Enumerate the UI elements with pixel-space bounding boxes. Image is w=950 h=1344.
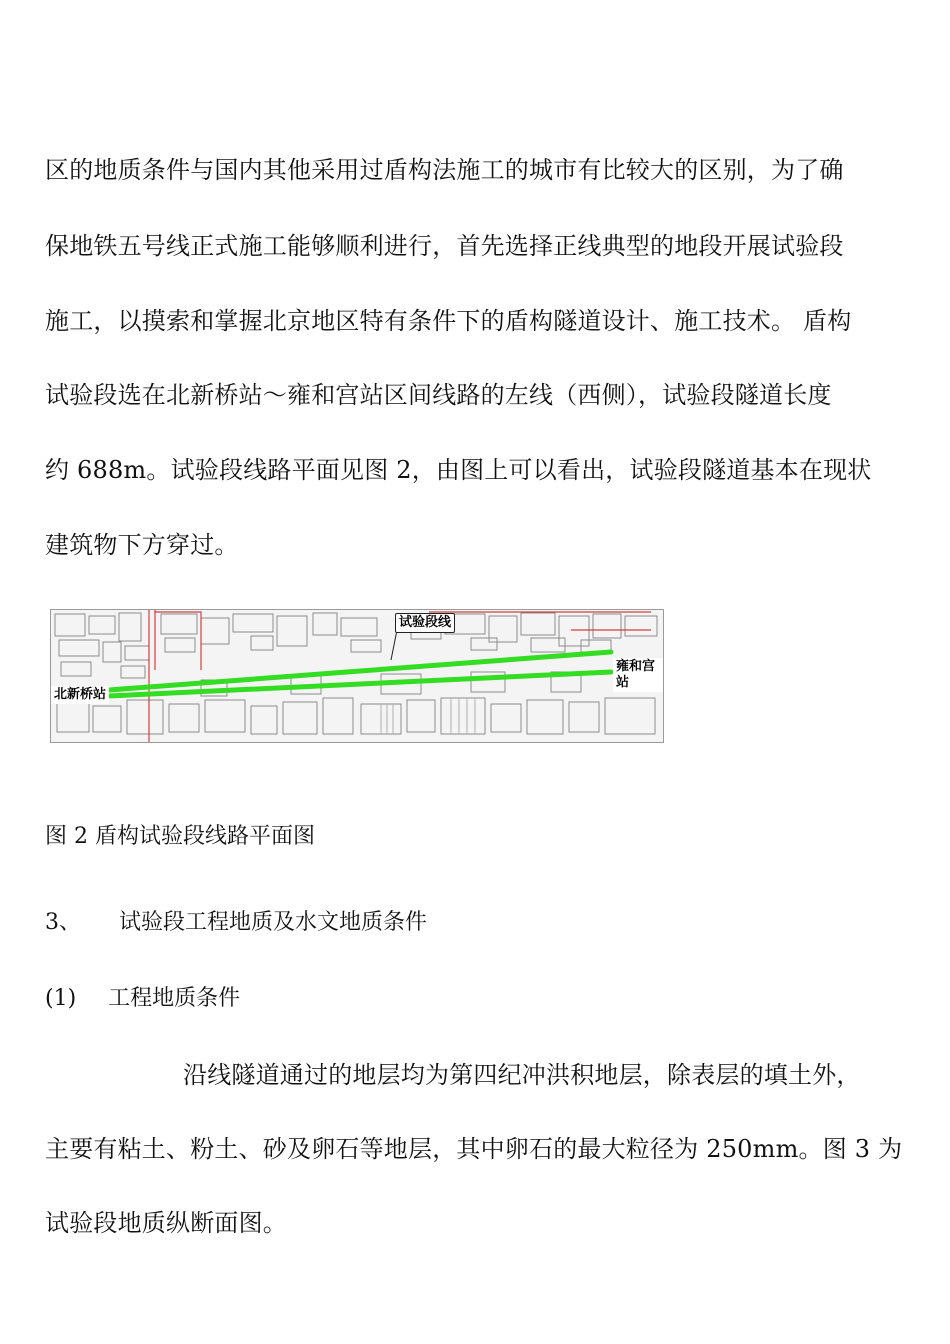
text-line: 保地铁五号线正式施工能够顺利进行，首先选择正线典型的地段开展试验段 bbox=[45, 232, 844, 260]
text-line: 施工，以摸索和掌握北京地区特有条件下的盾构隧道设计、施工技术。 盾构 bbox=[45, 307, 852, 335]
text-line: 建筑物下方穿过。 bbox=[45, 531, 239, 559]
text-line: 区的地质条件与国内其他采用过盾构法施工的城市有比较大的区别，为了确 bbox=[45, 156, 844, 184]
route-plan-map bbox=[50, 609, 664, 743]
subsection-number: (1) bbox=[45, 986, 77, 1011]
text-line: 试验段选在北新桥站～雍和宫站区间线路的左线（西侧），试验段隧道长度 bbox=[45, 381, 832, 409]
section-number: 3、 bbox=[45, 910, 81, 935]
station-label-yonghegong: 雍和宫站 bbox=[613, 658, 663, 692]
subsection-heading bbox=[45, 984, 240, 1014]
building-hatch bbox=[381, 698, 475, 734]
section-title: 试验段工程地质及水文地质条件 bbox=[119, 910, 428, 935]
figure-caption: 图 2 盾构试验段线路平面图 bbox=[45, 824, 315, 849]
map-drawing bbox=[51, 610, 663, 742]
section-heading bbox=[45, 908, 427, 938]
tunnel-route-lines bbox=[109, 652, 611, 696]
text-line: 约 688m。试验段线路平面见图 2，由图上可以看出，试验段隧道基本在现状 bbox=[45, 456, 872, 484]
subsection-title: 工程地质条件 bbox=[108, 986, 241, 1011]
text-line: 主要有粘土、粉土、砂及卵石等地层，其中卵石的最大粒径为 250mm。图 3 为 bbox=[45, 1135, 903, 1163]
callout-label-test-section: 试验段线 bbox=[395, 613, 455, 633]
text-line: 试验段地质纵断面图。 bbox=[45, 1209, 287, 1237]
station-label-beixinqiao: 北新桥站 bbox=[51, 686, 109, 704]
text-line: 沿线隧道通过的地层均为第四纪冲洪积地层，除表层的填土外， bbox=[183, 1061, 861, 1089]
